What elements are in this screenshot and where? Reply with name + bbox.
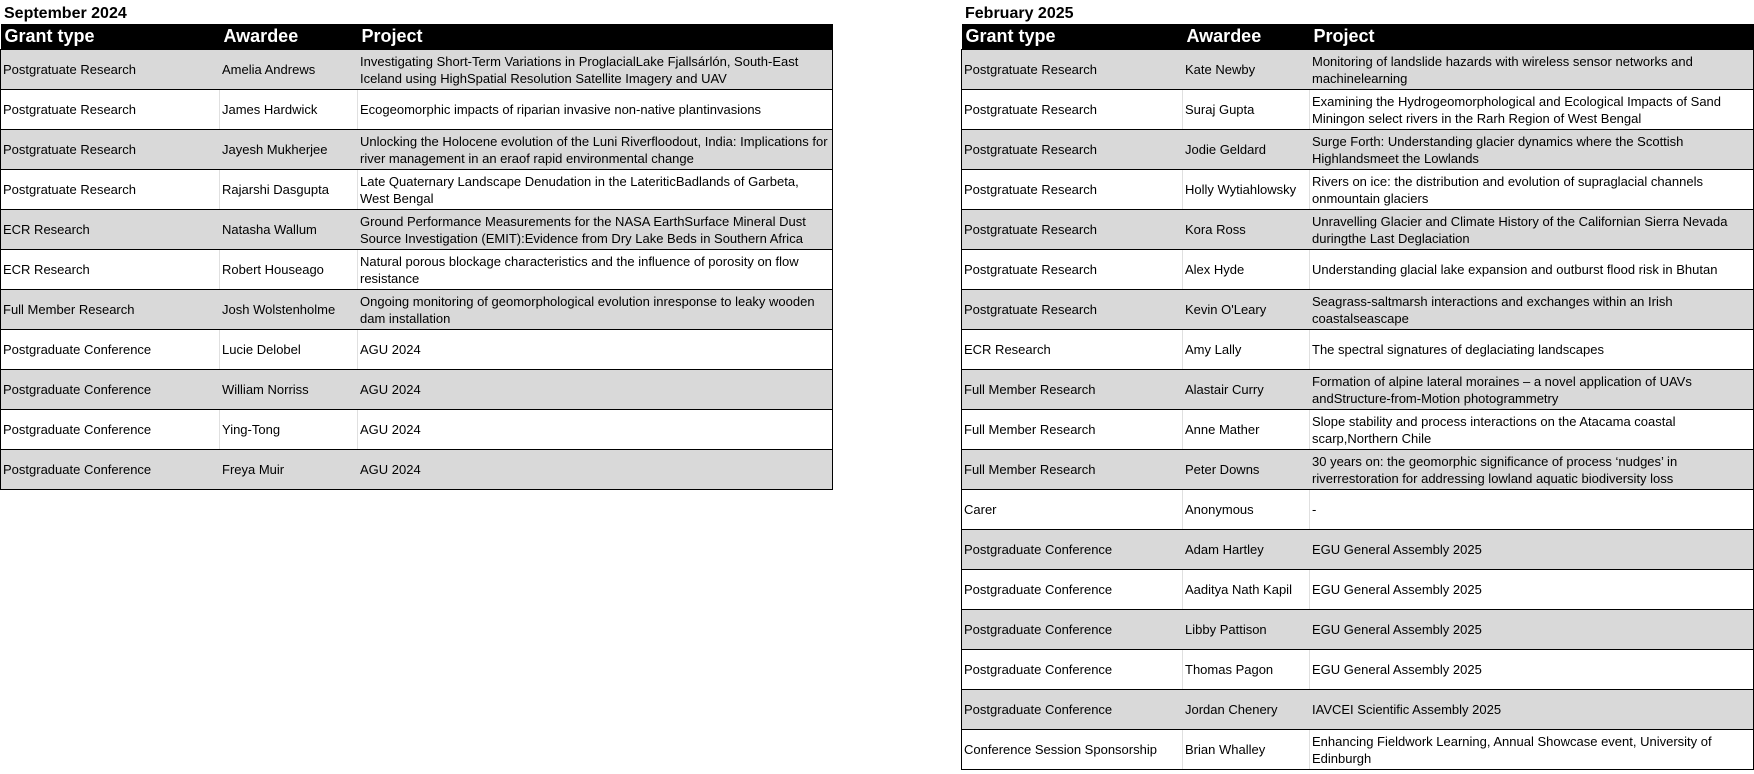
- cell-awardee: James Hardwick: [220, 90, 358, 130]
- table-row: [1, 210, 833, 250]
- cell-grant-type: Postgratuate Research: [962, 50, 1183, 90]
- cell-grant-type: Full Member Research: [1, 290, 220, 330]
- september-2024-section: [0, 4, 833, 490]
- cell-awardee: Lucie Delobel: [220, 330, 358, 370]
- cell-project: EGU General Assembly 2025: [1310, 610, 1754, 650]
- cell-project: Examining the Hydrogeomorphological and Ecological Impacts of Sand Miningon select rivers in the Rarh Region of West Bengal: [1310, 90, 1754, 130]
- table-row: [962, 570, 1754, 610]
- table-row: [962, 250, 1754, 290]
- cell-grant-type: Postgratuate Research: [1, 130, 220, 170]
- cell-awardee: Aaditya Nath Kapil: [1183, 570, 1310, 610]
- cell-awardee: Natasha Wallum: [220, 210, 358, 250]
- cell-awardee: Kate Newby: [1183, 50, 1310, 90]
- cell-awardee: William Norriss: [220, 370, 358, 410]
- cell-project: Surge Forth: Understanding glacier dynamics where the Scottish Highlandsmeet the Lowlands: [1310, 130, 1754, 170]
- header-grant-type: Grant type: [965, 26, 1056, 46]
- header-project: Project: [1313, 26, 1375, 46]
- cell-project: The spectral signatures of deglaciating landscapes: [1310, 330, 1754, 370]
- cell-awardee: Kora Ross: [1183, 210, 1310, 250]
- cell-awardee: Amy Lally: [1183, 330, 1310, 370]
- cell-grant-type: Postgratuate Research: [962, 170, 1183, 210]
- cell-awardee: Rajarshi Dasgupta: [220, 170, 358, 210]
- table-row: [962, 50, 1754, 90]
- table-row: [1, 50, 833, 90]
- cell-grant-type: Postgraduate Conference: [1, 370, 220, 410]
- table-row: [1, 170, 833, 210]
- section-title: February 2025: [965, 5, 1074, 22]
- table-row: [962, 290, 1754, 330]
- cell-project: Unlocking the Holocene evolution of the Luni Riverfloodout, India: Implications for river management in an eraof rapid environmental change: [358, 130, 833, 170]
- cell-grant-type: Postgraduate Conference: [962, 690, 1183, 730]
- cell-awardee: Peter Downs: [1183, 450, 1310, 490]
- cell-grant-type: ECR Research: [1, 250, 220, 290]
- february-2025-section: [961, 4, 1754, 770]
- cell-project: Ecogeomorphic impacts of riparian invasive non-native plantinvasions: [358, 90, 833, 130]
- cell-awardee: Ying-Tong: [220, 410, 358, 450]
- cell-grant-type: Postgraduate Conference: [962, 530, 1183, 570]
- table-row: [1, 130, 833, 170]
- cell-grant-type: Conference Session Sponsorship: [962, 730, 1183, 770]
- cell-project: Rivers on ice: the distribution and evolution of supraglacial channels onmountain glaciers: [1310, 170, 1754, 210]
- cell-grant-type: ECR Research: [1, 210, 220, 250]
- cell-project: AGU 2024: [358, 330, 833, 370]
- cell-project: AGU 2024: [358, 370, 833, 410]
- cell-awardee: Alex Hyde: [1183, 250, 1310, 290]
- cell-awardee: Robert Houseago: [220, 250, 358, 290]
- cell-project: Slope stability and process interactions on the Atacama coastal scarp,Northern Chile: [1310, 410, 1754, 450]
- header-grant-type: Grant type: [4, 26, 95, 46]
- table-row: [1, 290, 833, 330]
- cell-project: Late Quaternary Landscape Denudation in the LateriticBadlands of Garbeta, West Bengal: [358, 170, 833, 210]
- table-row: [962, 490, 1754, 530]
- september-2024-rows: [1, 50, 833, 490]
- cell-awardee: Jayesh Mukherjee: [220, 130, 358, 170]
- cell-awardee: Anne Mather: [1183, 410, 1310, 450]
- table-row: [962, 730, 1754, 770]
- cell-project: Seagrass-saltmarsh interactions and exchanges within an Irish coastalseascape: [1310, 290, 1754, 330]
- cell-grant-type: Postgratuate Research: [1, 90, 220, 130]
- cell-project: EGU General Assembly 2025: [1310, 570, 1754, 610]
- cell-project: Unravelling Glacier and Climate History of the Californian Sierra Nevada duringthe Last Deglaciation: [1310, 210, 1754, 250]
- table-row: [962, 170, 1754, 210]
- cell-awardee: Freya Muir: [220, 450, 358, 490]
- cell-grant-type: Postgraduate Conference: [1, 450, 220, 490]
- cell-project: EGU General Assembly 2025: [1310, 650, 1754, 690]
- cell-grant-type: Postgratuate Research: [1, 50, 220, 90]
- table-row: [962, 370, 1754, 410]
- table-row: [962, 130, 1754, 170]
- cell-grant-type: Postgratuate Research: [962, 250, 1183, 290]
- cell-awardee: Libby Pattison: [1183, 610, 1310, 650]
- cell-project: Ongoing monitoring of geomorphological evolution inresponse to leaky wooden dam installation: [358, 290, 833, 330]
- february-2025-rows: [962, 50, 1754, 770]
- section-title: September 2024: [4, 5, 127, 22]
- header-awardee: Awardee: [223, 26, 299, 46]
- cell-grant-type: Postgratuate Research: [962, 290, 1183, 330]
- cell-project: AGU 2024: [358, 450, 833, 490]
- cell-awardee: Adam Hartley: [1183, 530, 1310, 570]
- table-row: [962, 450, 1754, 490]
- table-row: [1, 450, 833, 490]
- cell-grant-type: Postgraduate Conference: [962, 570, 1183, 610]
- cell-project: Understanding glacial lake expansion and outburst flood risk in Bhutan: [1310, 250, 1754, 290]
- cell-awardee: Thomas Pagon: [1183, 650, 1310, 690]
- table-row: [1, 330, 833, 370]
- cell-project: Enhancing Fieldwork Learning, Annual Showcase event, University of Edinburgh: [1310, 730, 1754, 770]
- table-row: [1, 250, 833, 290]
- cell-grant-type: Full Member Research: [962, 410, 1183, 450]
- cell-grant-type: Postgratuate Research: [962, 130, 1183, 170]
- cell-project: Formation of alpine lateral moraines – a novel application of UAVs andStructure-from-Motion photogrammetry: [1310, 370, 1754, 410]
- table-row: [962, 410, 1754, 450]
- february-2025-table: [961, 24, 1754, 770]
- cell-grant-type: Postgratuate Research: [962, 210, 1183, 250]
- table-row: [1, 370, 833, 410]
- cell-awardee: Anonymous: [1183, 490, 1310, 530]
- cell-awardee: Amelia Andrews: [220, 50, 358, 90]
- cell-project: 30 years on: the geomorphic significance of process ‘nudges’ in riverrestoration for addressing lowland aquatic biodiversity loss: [1310, 450, 1754, 490]
- table-row: [962, 90, 1754, 130]
- cell-awardee: Kevin O'Leary: [1183, 290, 1310, 330]
- table-row: [1, 410, 833, 450]
- cell-grant-type: Carer: [962, 490, 1183, 530]
- header-awardee: Awardee: [1186, 26, 1262, 46]
- table-row: [962, 650, 1754, 690]
- cell-project: Monitoring of landslide hazards with wireless sensor networks and machinelearning: [1310, 50, 1754, 90]
- cell-project: -: [1310, 490, 1754, 530]
- cell-project: Investigating Short-Term Variations in ProglacialLake Fjallsárlón, South-East Iceland using HighSpatial Resolution Satellite Imagery and UAV: [358, 50, 833, 90]
- table-row: [962, 690, 1754, 730]
- cell-grant-type: Full Member Research: [962, 370, 1183, 410]
- cell-project: EGU General Assembly 2025: [1310, 530, 1754, 570]
- cell-grant-type: Postgratuate Research: [1, 170, 220, 210]
- cell-grant-type: Postgraduate Conference: [962, 650, 1183, 690]
- cell-grant-type: ECR Research: [962, 330, 1183, 370]
- cell-awardee: Josh Wolstenholme: [220, 290, 358, 330]
- cell-awardee: Jodie Geldard: [1183, 130, 1310, 170]
- september-2024-table: [0, 24, 833, 490]
- table-header-row: [1, 24, 833, 50]
- header-project: Project: [361, 26, 423, 46]
- cell-project: IAVCEI Scientific Assembly 2025: [1310, 690, 1754, 730]
- cell-awardee: Alastair Curry: [1183, 370, 1310, 410]
- cell-awardee: Holly Wytiahlowsky: [1183, 170, 1310, 210]
- cell-grant-type: Postgratuate Research: [962, 90, 1183, 130]
- table-header-row: [962, 24, 1754, 50]
- table-row: [962, 210, 1754, 250]
- cell-project: Natural porous blockage characteristics and the influence of porosity on flow resistance: [358, 250, 833, 290]
- cell-awardee: Brian Whalley: [1183, 730, 1310, 770]
- table-row: [1, 90, 833, 130]
- cell-grant-type: Postgraduate Conference: [1, 410, 220, 450]
- table-row: [962, 610, 1754, 650]
- cell-grant-type: Full Member Research: [962, 450, 1183, 490]
- cell-grant-type: Postgraduate Conference: [962, 610, 1183, 650]
- cell-grant-type: Postgraduate Conference: [1, 330, 220, 370]
- table-row: [962, 530, 1754, 570]
- cell-project: Ground Performance Measurements for the NASA EarthSurface Mineral Dust Source Investigation (EMIT):Evidence from Dry Lake Beds in Southern Africa: [358, 210, 833, 250]
- cell-awardee: Suraj Gupta: [1183, 90, 1310, 130]
- cell-project: AGU 2024: [358, 410, 833, 450]
- cell-awardee: Jordan Chenery: [1183, 690, 1310, 730]
- table-row: [962, 330, 1754, 370]
